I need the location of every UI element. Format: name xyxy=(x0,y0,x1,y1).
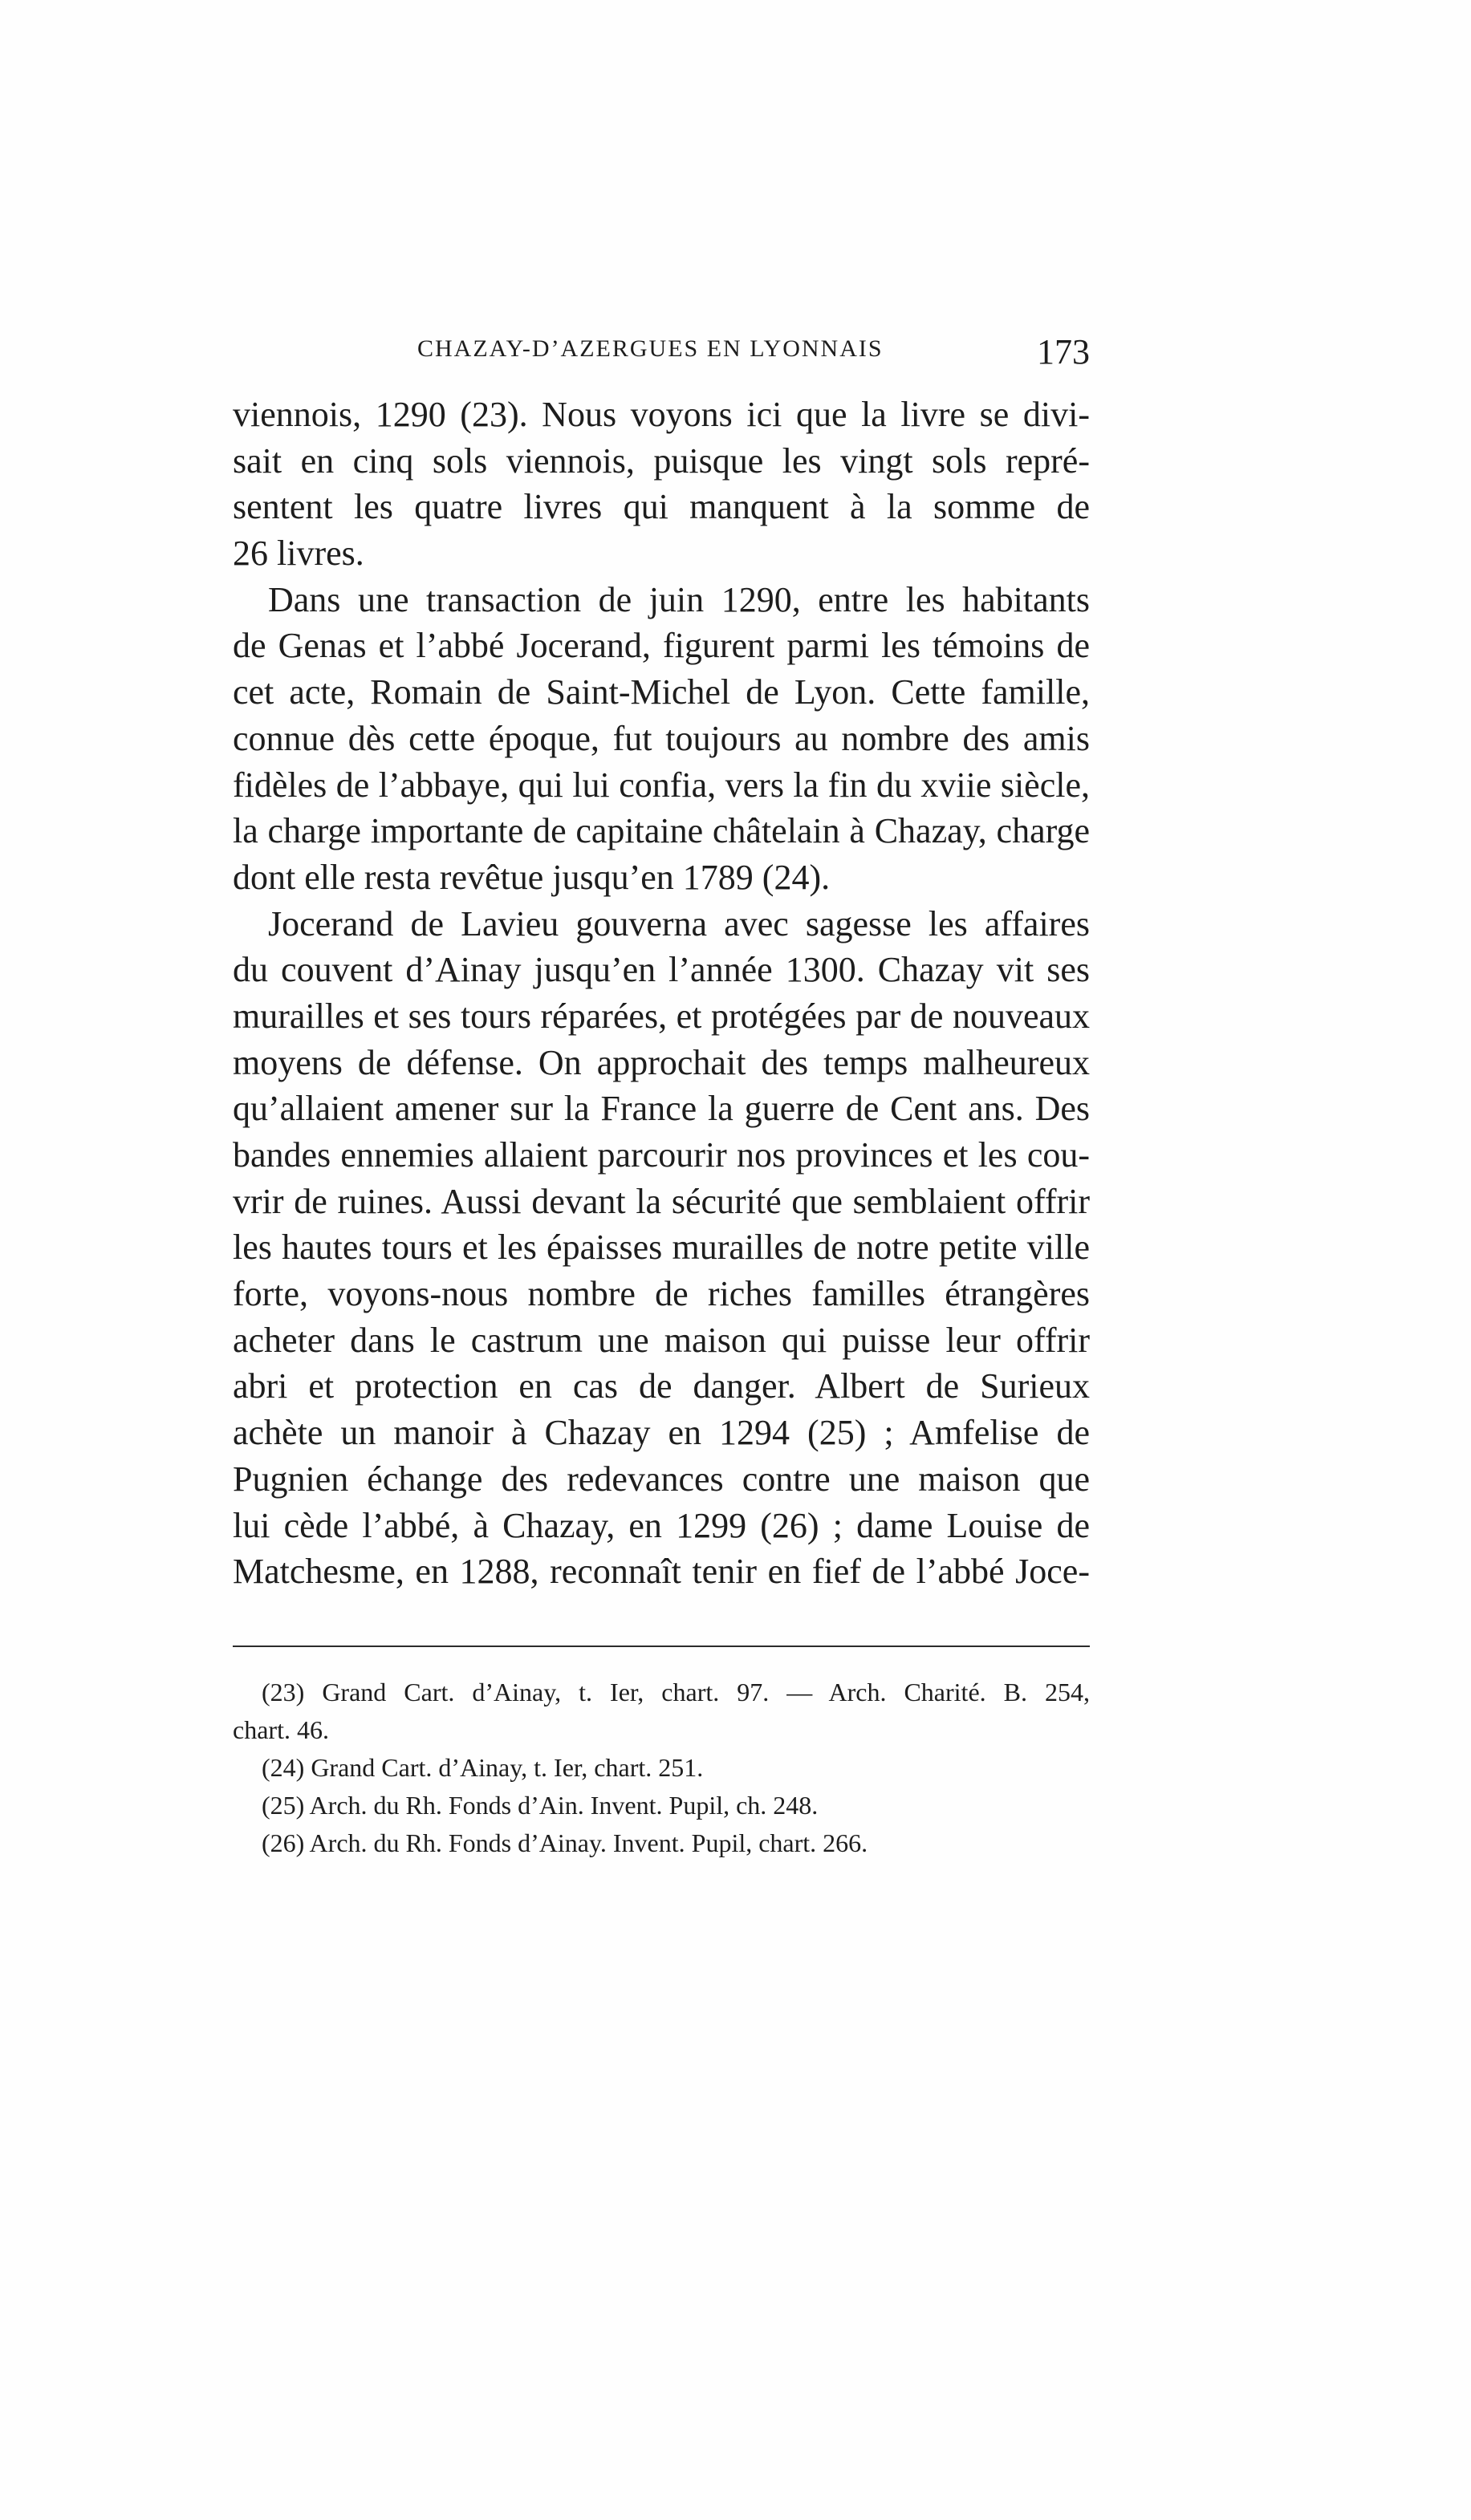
text-line: de Genas et l’abbé Jocerand, figurent parmi les témoins de xyxy=(233,626,1090,666)
text-line: sentent les quatre livres qui manquent à la somme de xyxy=(233,487,1090,527)
text-line: forte, voyons-nous nombre de riches familles étrangères xyxy=(233,1274,1090,1314)
text-line: viennois, 1290 (23). Nous voyons ici que la livre se divi- xyxy=(233,395,1090,434)
text-line: lui cède l’abbé, à Chazay, en 1299 (26) ; dame Louise de xyxy=(233,1505,1090,1545)
text-line: Pugnien échange des redevances contre une maison que xyxy=(233,1459,1090,1499)
text-line: fidèles de l’abbaye, qui lui confia, vers la fin du xviie siècle, xyxy=(233,765,1090,805)
text-line: bandes ennemies allaient parcourir nos provinces et les cou- xyxy=(233,1135,1090,1175)
text-line: murailles et ses tours réparées, et protégées par de nouveaux xyxy=(233,996,1090,1036)
footnote-line: (24) Grand Cart. d’Ainay, t. Ier, chart. 251. xyxy=(262,1753,704,1782)
footnote-line: (26) Arch. du Rh. Fonds d’Ainay. Invent. Pupil, chart. 266. xyxy=(262,1828,868,1857)
running-title: CHAZAY-D’AZERGUES EN LYONNAIS xyxy=(417,335,884,362)
text-line: sait en cinq sols viennois, puisque les vingt sols repré- xyxy=(233,440,1090,481)
page-number: 173 xyxy=(1037,332,1090,371)
text-line: qu’allaient amener sur la France la guerre de Cent ans. Des xyxy=(233,1089,1090,1129)
text-line: abri et protection en cas de danger. Albert de Surieux xyxy=(233,1366,1090,1406)
text-line: Dans une transaction de juin 1290, entre les habitants xyxy=(268,579,1090,619)
text-line: 26 livres. xyxy=(233,534,364,574)
text-line: achète un manoir à Chazay en 1294 (25) ; Amfelise de xyxy=(233,1413,1090,1453)
footnote-line: chart. 46. xyxy=(233,1715,329,1744)
text-line: acheter dans le castrum une maison qui puisse leur offrir xyxy=(233,1320,1090,1360)
text-line: connue dès cette époque, fut toujours au nombre des amis xyxy=(233,718,1090,758)
body-text xyxy=(233,392,1090,1595)
footnote-line: (25) Arch. du Rh. Fonds d’Ain. Invent. Pupil, ch. 248. xyxy=(262,1791,819,1820)
text-line: cet acte, Romain de Saint-Michel de Lyon. Cette famille, xyxy=(233,672,1090,712)
text-line: Matchesme, en 1288, reconnaît tenir en fief de l’abbé Joce- xyxy=(233,1552,1090,1592)
footnotes xyxy=(233,1674,1090,1862)
text-line: du couvent d’Ainay jusqu’en l’année 1300. Chazay vit ses xyxy=(233,950,1090,990)
text-line: Jocerand de Lavieu gouverna avec sagesse les affaires xyxy=(268,903,1090,943)
footnote-line: (23) Grand Cart. d’Ainay, t. Ier, chart. 97. — Arch. Charité. B. 254, xyxy=(262,1678,1090,1706)
text-line: dont elle resta revêtue jusqu’en 1789 (24). xyxy=(233,857,831,897)
page-header xyxy=(233,332,1090,383)
footnote-divider xyxy=(233,1646,1090,1647)
text-line: les hautes tours et les épaisses murailles de notre petite ville xyxy=(233,1228,1090,1268)
text-line: la charge importante de capitaine châtelain à Chazay, charge xyxy=(233,811,1090,851)
text-line: moyens de défense. On approchait des temps malheureux xyxy=(233,1042,1090,1082)
text-line: vrir de ruines. Aussi devant la sécurité que semblaient offrir xyxy=(233,1181,1090,1221)
